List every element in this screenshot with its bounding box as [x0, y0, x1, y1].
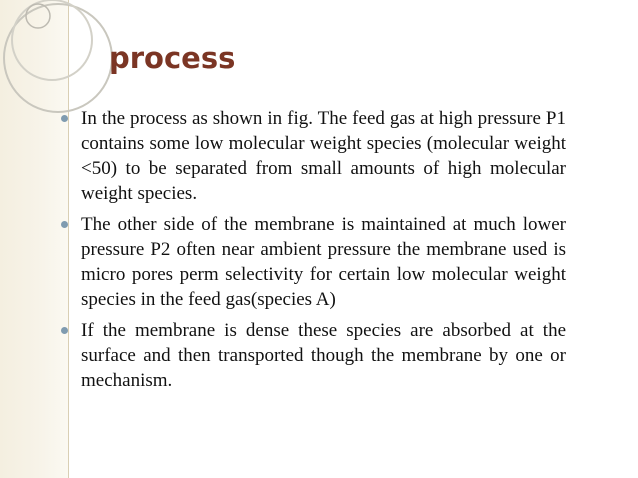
bullet-item	[60, 318, 566, 393]
bullet-text: The other side of the membrane is maintained at much lower pressure P2 often near ambient pressure the membrane used is micro pores perm selectivity for certain low molecular weight species in the feed gas(species A)	[81, 214, 566, 310]
bullet-list	[60, 106, 566, 399]
bullet-dot-icon	[61, 327, 68, 334]
bullet-item	[60, 106, 566, 206]
bullet-text: In the process as shown in fig. The feed gas at high pressure P1 contains some low molecular weight species (molecular weight <50) to be separated from small amounts of high molecular weight species.	[81, 108, 566, 204]
bullet-dot-icon	[61, 115, 68, 122]
bullet-text: If the membrane is dense these species are absorbed at the surface and then transported though the membrane by one or mechanism.	[81, 320, 566, 391]
slide-title: process	[109, 41, 236, 75]
bullet-dot-icon	[61, 221, 68, 228]
bullet-item	[60, 212, 566, 312]
